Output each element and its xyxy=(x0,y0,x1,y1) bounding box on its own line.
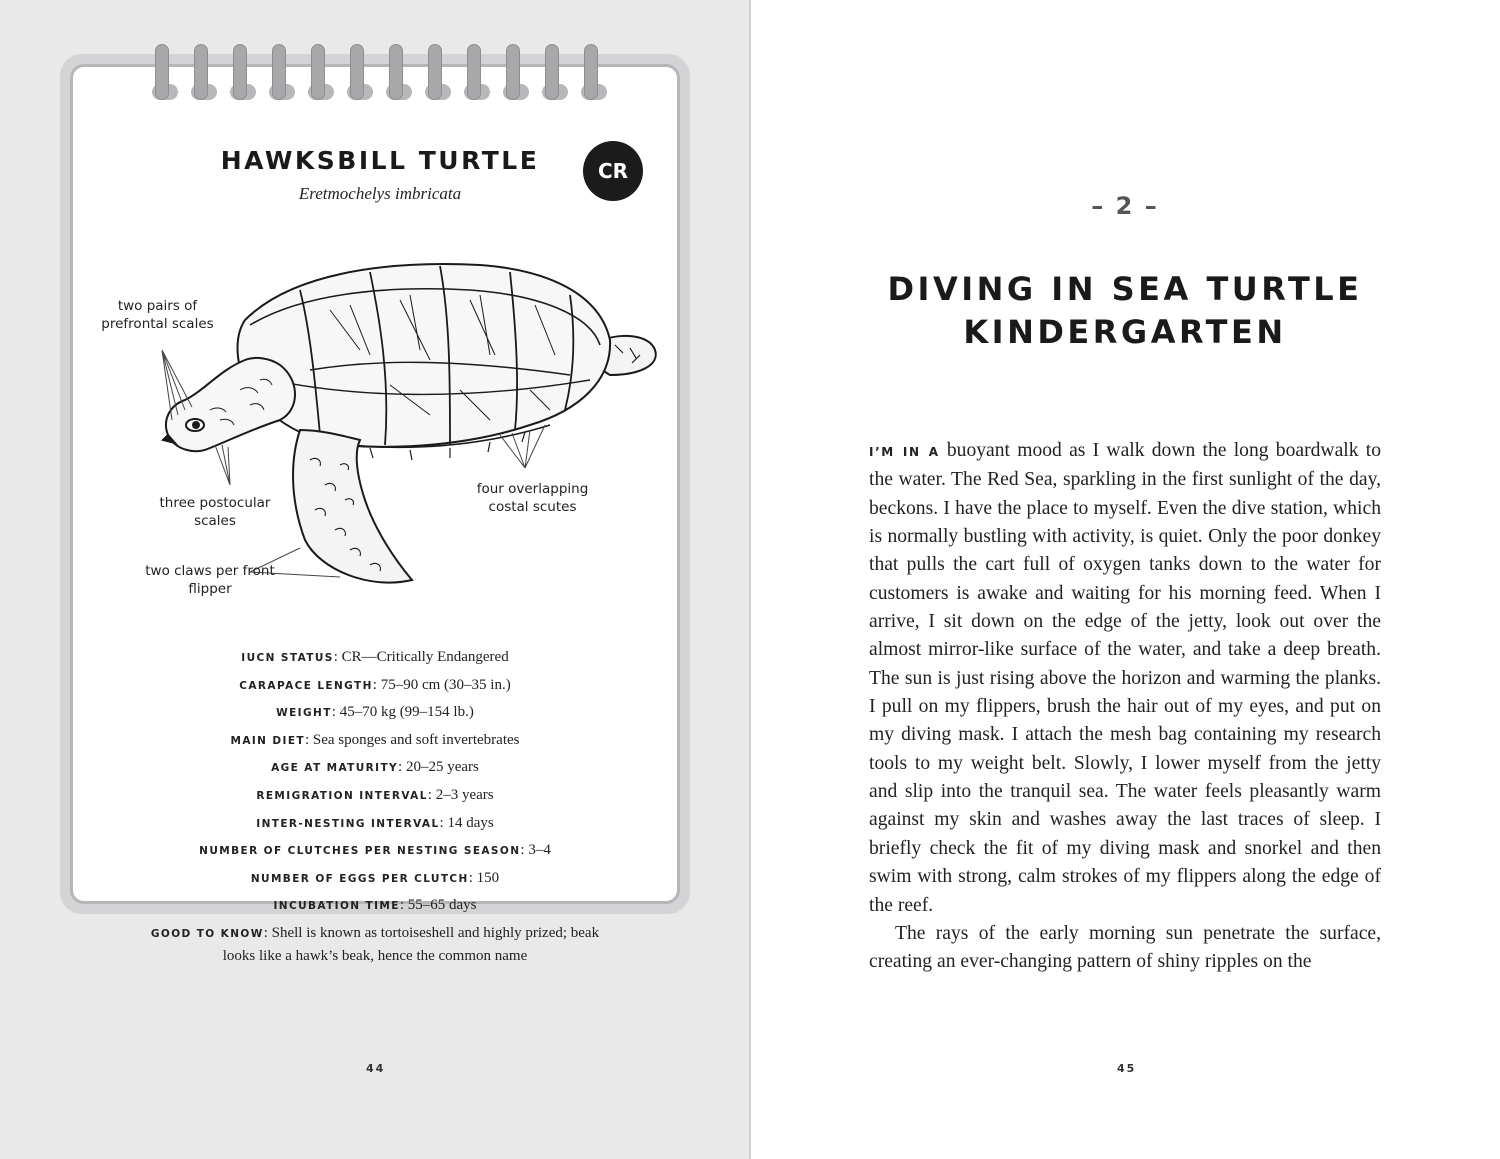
spiral-ring xyxy=(389,44,403,100)
fact-key: NUMBER OF EGGS PER CLUTCH xyxy=(250,872,469,885)
fact-value: 3–4 xyxy=(528,842,551,859)
spiral-ring xyxy=(467,44,481,100)
page-number-right: 45 xyxy=(1117,1062,1137,1075)
fact-row xyxy=(150,699,600,727)
fact-row xyxy=(150,892,600,920)
fact-key: MAIN DIET xyxy=(230,734,305,747)
fact-value: 45–70 kg (99–154 lb.) xyxy=(339,704,474,721)
fact-separator: : xyxy=(304,731,313,748)
fact-separator: : xyxy=(263,924,272,941)
label-prefrontal-scales: two pairs of prefrontal scales xyxy=(101,298,214,332)
good-to-know xyxy=(150,922,600,968)
page-number-left: 44 xyxy=(366,1062,386,1075)
status-badge: CR xyxy=(583,141,643,201)
lead-in: I’M IN A xyxy=(869,445,940,459)
fact-key: INTER-NESTING INTERVAL xyxy=(256,817,440,830)
chapter-body xyxy=(869,437,1381,977)
fact-value: 2–3 years xyxy=(435,786,494,803)
fact-separator: : xyxy=(427,786,436,803)
fact-separator: : xyxy=(520,842,529,859)
fact-key: REMIGRATION INTERVAL xyxy=(256,789,428,802)
fact-key: GOOD TO KNOW xyxy=(150,927,264,940)
label-postocular-scales: three postocular scales xyxy=(159,495,271,529)
spiral-ring xyxy=(350,44,364,100)
fact-key: IUCN STATUS xyxy=(241,652,334,664)
hawksbill-turtle-illustration xyxy=(150,250,670,610)
label-front-flipper-claws: two claws per front flipper xyxy=(145,563,275,597)
fact-row xyxy=(150,810,600,838)
fact-value: 14 days xyxy=(447,814,494,831)
fact-separator: : xyxy=(439,814,448,831)
fact-row xyxy=(150,865,600,893)
fact-value: 20–25 years xyxy=(405,759,479,776)
fact-value: 75–90 cm (30–35 in.) xyxy=(380,676,511,693)
fact-separator: : xyxy=(333,649,342,665)
spiral-ring xyxy=(233,44,247,100)
fact-row xyxy=(150,754,600,782)
fact-key: AGE AT MATURITY xyxy=(271,762,399,775)
spiral-ring xyxy=(428,44,442,100)
fact-value: Sea sponges and soft invertebrates xyxy=(312,731,520,748)
fact-separator: : xyxy=(399,897,408,914)
spiral-ring xyxy=(545,44,559,100)
scientific-name: Eretmochelys imbricata xyxy=(298,184,462,203)
species-facts xyxy=(150,644,600,968)
paragraph-1 xyxy=(869,437,1381,920)
spiral-ring xyxy=(155,44,169,100)
label-costal-scutes: four overlapping costal scutes xyxy=(476,481,589,515)
fact-value: CR—Critically Endangered xyxy=(341,649,509,665)
fact-separator: : xyxy=(398,759,406,776)
spiral-ring xyxy=(584,44,598,100)
fact-row xyxy=(150,644,600,672)
fact-row xyxy=(150,837,600,865)
spiral-ring xyxy=(194,44,208,100)
spiral-ring xyxy=(272,44,286,100)
fact-row xyxy=(150,727,600,755)
fact-key: NUMBER OF CLUTCHES PER NESTING SEASON xyxy=(199,845,521,858)
spiral-ring xyxy=(506,44,520,100)
fact-separator: : xyxy=(372,676,381,693)
fact-value: Shell is known as tortoiseshell and highly prized; beak looks like a hawk’s beak, hence the common name xyxy=(222,924,600,965)
species-title: HAWKSBILL TURTLE xyxy=(220,146,540,175)
chapter-title: DIVING IN SEA TURTLE KINDERGARTEN xyxy=(887,270,1363,351)
spiral-ring xyxy=(311,44,325,100)
fact-key: INCUBATION TIME xyxy=(273,900,400,913)
fact-value: 55–65 days xyxy=(407,897,477,914)
paragraph-2: The rays of the early morning sun penetrate the surface, creating an ever-changing pattern of shiny ripples on the xyxy=(869,922,1381,973)
chapter-number: – 2 – xyxy=(1091,192,1159,220)
fact-separator: : xyxy=(331,704,340,721)
fact-separator: : xyxy=(468,869,477,886)
fact-row xyxy=(150,782,600,810)
fact-key: CARAPACE LENGTH xyxy=(239,679,373,692)
fact-row xyxy=(150,672,600,700)
fact-value: 150 xyxy=(476,869,500,886)
paragraph-1-text: buoyant mood as I walk down the long boardwalk to the water. The Red Sea, sparkling in the first sunlight of the day, beckons. I have the place to myself. Even the dive station, which is normally bustling with activity, is quiet. Only the poor donkey that pulls the cart full of oxygen tanks down to the water for customers is awake and waiting for his morning feed. When I arrive, I sit down on the edge of the jetty, look out over the almost mirror-like surface of the water, and take a deep breath. The sun is just rising above the horizon and warming the planks. I pull on my flippers, brush the hair out of my eyes, and put on my diving mask. I attach the mesh bag containing my research tools to my weight belt. Slowly, I lower myself from the jetty and slip into the tranquil sea. The water feels pleasantly warm against my skin and washes away the last traces of sleep. I briefly check the fit of my diving mask and snorkel and then swim with strong, calm strokes of my flippers along the edge of the reef. xyxy=(869,440,1381,916)
fact-key: WEIGHT xyxy=(276,707,332,720)
